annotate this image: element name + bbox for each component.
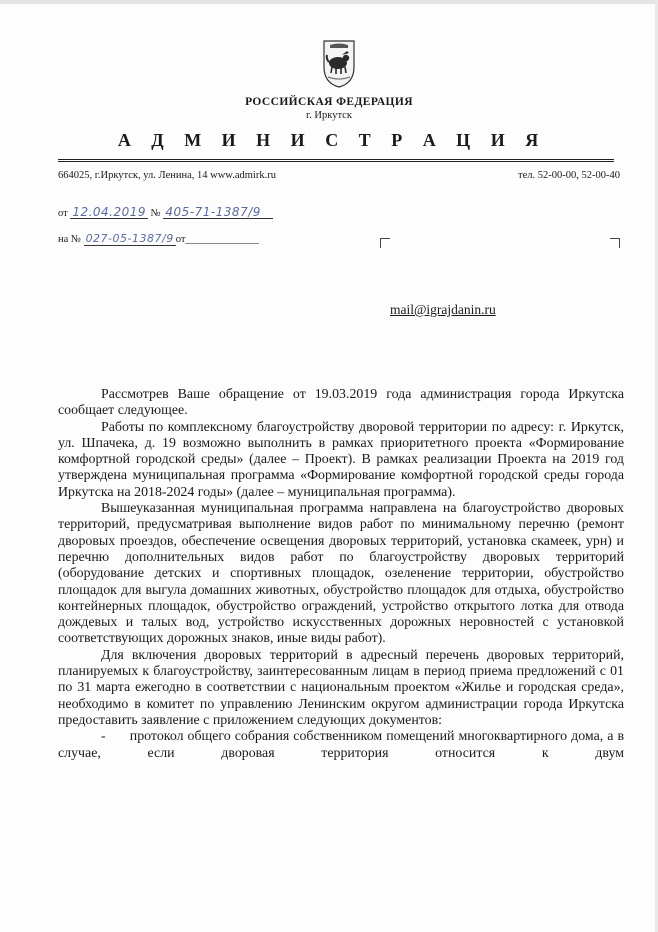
country-name: РОССИЙСКАЯ ФЕДЕРАЦИЯ	[245, 96, 413, 108]
header-divider	[58, 159, 614, 162]
ref-prefix: на №	[58, 234, 81, 245]
body-paragraph: Вышеуказанная муниципальная программа направлена на благоустройство дворовых территорий, предусматривая выполнение видов работ по минимальному перечню (ремонт дворовых проездов, обеспечение освещения дворовых территорий, установка скамеек, урн) и перечню дополнительных видов работ по благоустройству дворовых территорий (оборудование детских и спортивных площадок, озеленение территории, обустройство площадок для выгула домашних животных, обустройство площадок для отдыха, обустройство контейнерных площадок, обустройство ограждений, устройство открытого лотка для отвода дождевых и талых вод, устройство искусственных дорожных неровностей с установкой соответствующих дорожных знаков, иные виды работ).	[58, 501, 624, 647]
reference-registration	[58, 233, 259, 246]
address-text: 664025, г.Иркутск, ул. Ленина, 14 www.admirk.ru	[58, 170, 276, 181]
ref-date-blank: ______________	[185, 234, 259, 245]
outgoing-number: 405-71-1387/9	[163, 206, 273, 219]
irkutsk-coat-of-arms-icon	[318, 37, 360, 89]
body-paragraph: - протокол общего собрания собственником помещений многоквартирного дома, а в случае, если дворовая территория относится к двум	[58, 729, 624, 761]
scan-edge-top	[0, 0, 658, 4]
recipient-email: mail@igrajdanin.ru	[390, 302, 496, 317]
body-paragraph: Для включения дворовых территорий в адресный перечень дворовых территорий, планируемых к благоустройству, заинтересованным лицам в период приема предложений с 01 по 31 марта ежегодно в соответствии с национальным проектом «Жилье и городская среда», необходимо в комитет по управлению Ленинским округом администрации города Иркутска предоставить заявление с приложением следующих документов:	[58, 647, 624, 728]
body-paragraph: Работы по комплексному благоустройству дворовой территории по адресу: г. Иркутск, ул. Шпачека, д. 19 возможно выполнить в рамках приоритетного проекта «Формирование комфортной городской среды» (далее – Проект). В рамках реализации Проекта на 2019 год утверждена муниципальная программа «Формирование комфортной городской среды города Иркутска на 2018-2024 годы» (далее – муниципальная программа).	[58, 419, 624, 500]
outgoing-registration	[58, 206, 273, 219]
number-prefix: №	[150, 208, 161, 219]
reference-number: 027-05-1387/9	[85, 232, 174, 245]
city-name: г. Иркутск	[306, 110, 352, 121]
date-prefix: от	[58, 208, 68, 219]
organization-title: А Д М И Н И С Т Р А Ц И Я	[117, 130, 547, 150]
letter-body	[58, 387, 624, 762]
outgoing-date: 12.04.2019	[72, 205, 147, 219]
body-paragraph: Рассмотрев Ваше обращение от 19.03.2019 года администрация города Иркутска сообщает следующее.	[58, 387, 624, 419]
ref-date-prefix: от	[175, 234, 186, 245]
address-block-corner-right	[610, 238, 620, 248]
address-block-corner-left	[380, 238, 390, 248]
phone-text: тел. 52-00-00, 52-00-40	[518, 170, 620, 181]
